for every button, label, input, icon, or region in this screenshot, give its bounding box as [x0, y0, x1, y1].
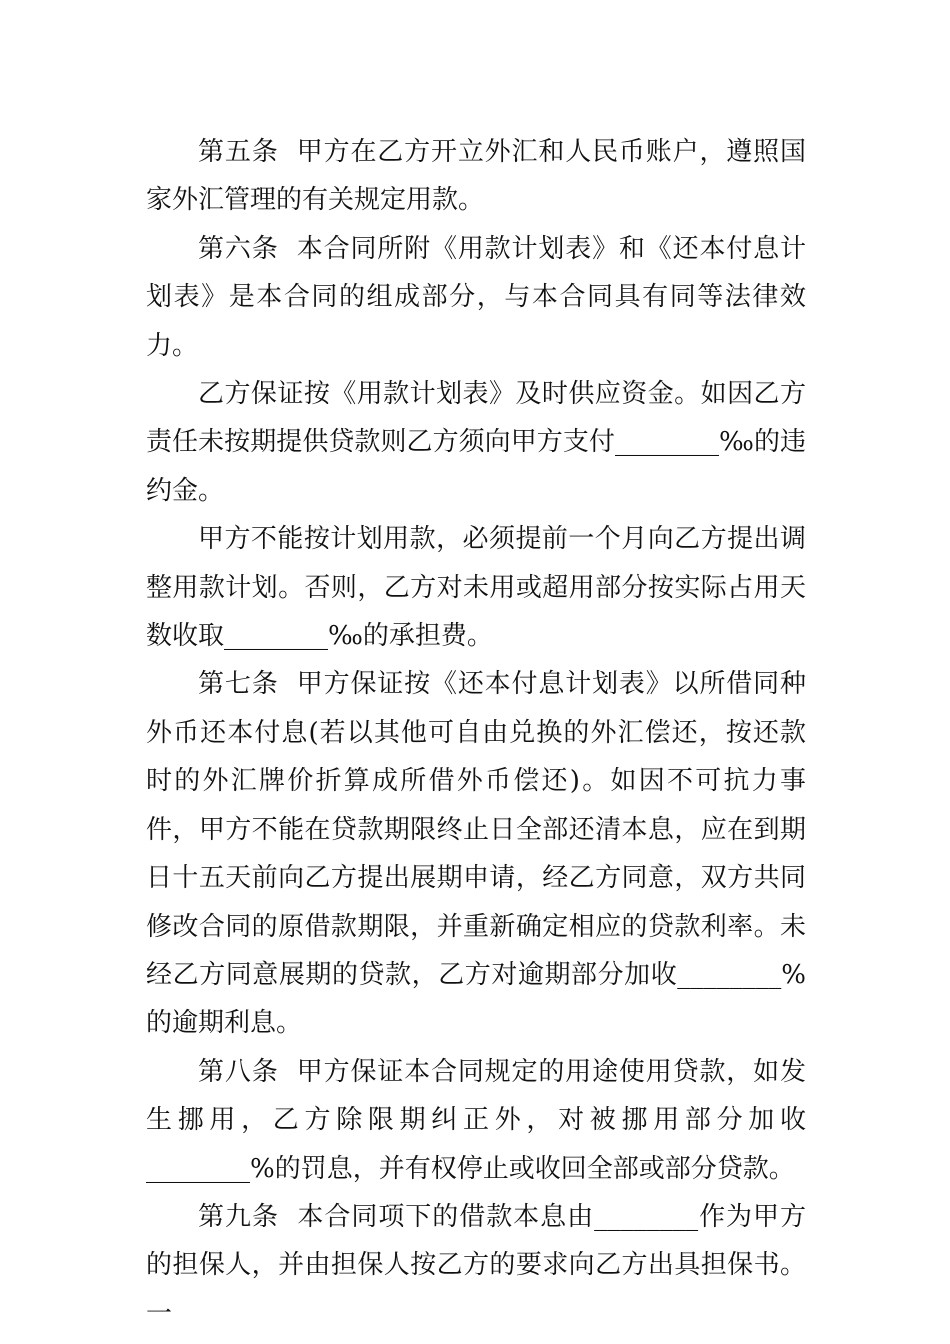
paragraph-funding-guarantee: 乙方保证按《用款计划表》及时供应资金。如因乙方责任未按期提供贷款则乙方须向甲方支付________‰的违约金。 [146, 379, 806, 506]
paragraph-article-7: 第七条 甲方保证按《还本付息计划表》以所借同种外币还本付息(若以其他可自由兑换的外汇偿还，按还款时的外汇牌价折算成所借外币偿还)。如因不可抗力事件，甲方不能在贷款期限终止日全部还清本息，应在到期日十五天前向乙方提出展期申请，经乙方同意，双方共同修改合同的原借款期限，并重新确定相应的贷款利率。未经乙方同意展期的贷款，乙方对逾期部分加收________%的逾期利息。 [146, 669, 806, 1039]
paragraph-article-9: 第九条 本合同项下的借款本息由________作为甲方的担保人，并由担保人按乙方的要求向乙方出具担保书。一 [146, 1201, 806, 1329]
paragraph-plan-adjustment: 甲方不能按计划用款，必须提前一个月向乙方提出调整用款计划。否则，乙方对未用或超用部分按实际占用天数收取________‰的承担费。 [146, 524, 806, 652]
paragraph-article-8: 第八条 甲方保证本合同规定的用途使用贷款，如发生挪用，乙方除限期纠正外，对被挪用部分加收________%的罚息，并有权停止或收回全部或部分贷款。 [146, 1056, 806, 1184]
paragraph-article-6: 第六条 本合同所附《用款计划表》和《还本付息计划表》是本合同的组成部分，与本合同具有同等法律效力。 [146, 233, 806, 361]
paragraph-article-5: 第五条 甲方在乙方开立外汇和人民币账户，遵照国家外汇管理的有关规定用款。 [146, 137, 806, 216]
document-body [146, 128, 806, 1338]
